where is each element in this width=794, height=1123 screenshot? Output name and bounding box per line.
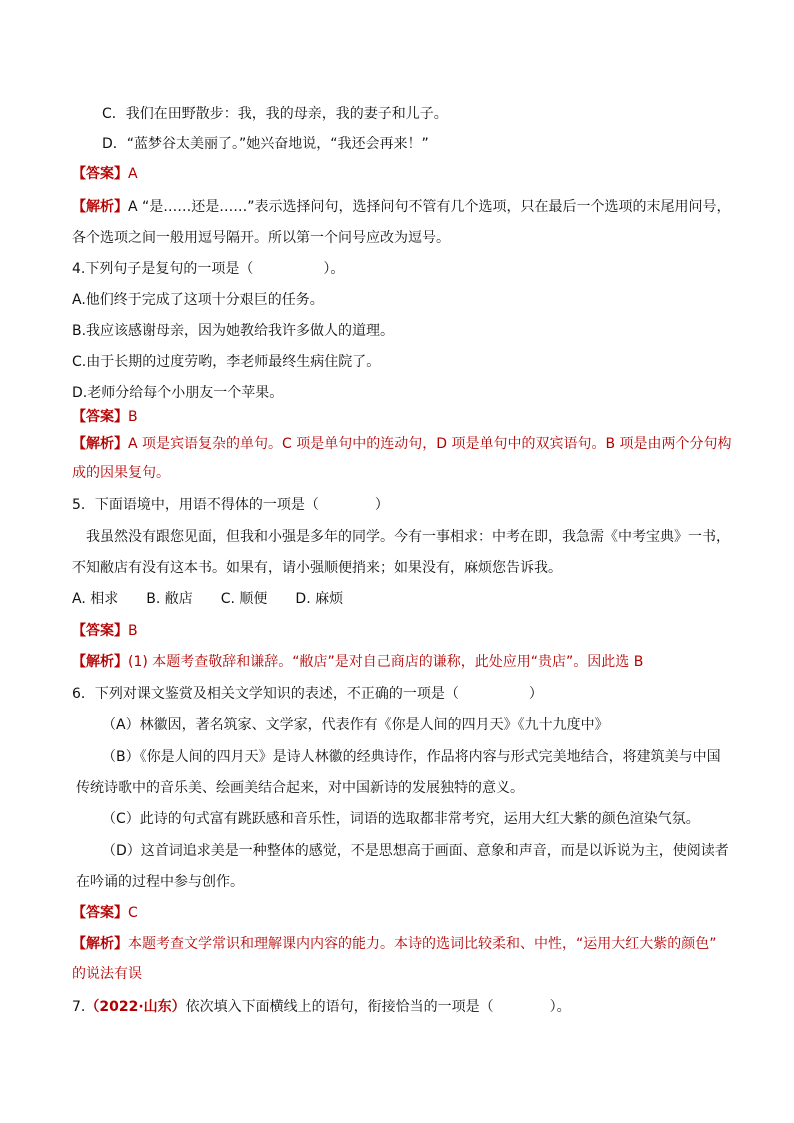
q6-option-d: （D）这首词追求美是一种整体的感觉，不是思想高于画面、意象和声音，而是以诉说为主，使阅读者	[102, 843, 729, 859]
q6-option-b: （B）《你是人间的四月天》是诗人林徽的经典诗作，作品将内容与形式完美地结合，将建筑美与中国	[102, 749, 721, 765]
q6-analysis-cont	[72, 964, 142, 984]
q3-option-c: C．我们在田野散步：我，我的母亲，我的妻子和儿子。	[102, 106, 448, 122]
q4-analysis	[72, 434, 732, 454]
q4-option-d: D.老师分给每个小朋友一个苹果。	[72, 385, 284, 401]
q3-analysis-cont: 各个选项之间一般用逗号隔开。所以第一个问号应改为逗号。	[72, 230, 450, 246]
analysis-text: 本题考查文学常识和理解课内内容的能力。本诗的选词比较柔和、中性，“运用大红大紫的颜色”	[128, 936, 717, 952]
q5-passage-cont: 不知敝店有没有这本书。如果有，请小强顺便捎来；如果没有，麻烦您告诉我。	[72, 560, 562, 576]
q5-passage: 我虽然没有跟您见面，但我和小强是多年的同学。今有一事相求：中考在即，我急需《中考宝典》一书，	[86, 529, 730, 545]
q5-answer	[72, 621, 138, 641]
q4-option-c: C.由于长期的过度劳哟，李老师最终生病住院了。	[72, 354, 381, 370]
q7-source: （2022·山东）	[85, 999, 186, 1015]
q5-options: A. 相求 B. 敝店 C. 顺便 D. 麻烦	[72, 591, 344, 607]
analysis-text: A “是……还是……”表示选择问句，选择问句不管有几个选项，只在最后一个选项的末尾用问号，	[128, 199, 731, 215]
q7-stem	[72, 997, 571, 1017]
q6-answer	[72, 903, 138, 923]
answer-tag: 【答案】	[72, 409, 128, 425]
analysis-tag: 【解析】	[72, 654, 128, 670]
analysis-tag: 【解析】	[72, 936, 128, 952]
q3-answer	[72, 164, 138, 184]
q7-text: 依次填入下面横线上的语句，衔接恰当的一项是（ ）。	[185, 999, 571, 1015]
q7-number: 7.	[72, 999, 86, 1015]
answer-tag: 【答案】	[72, 166, 128, 182]
q6-analysis	[72, 934, 717, 954]
answer-value: A	[128, 166, 138, 182]
analysis-text: (1) 本题考查敬辞和谦辞。“敝店”是对自己商店的谦称，此处应用“贵店”。因此选 B	[128, 654, 644, 670]
q4-analysis-cont	[72, 463, 170, 483]
q4-option-b: B.我应该感谢母亲，因为她教给我许多做人的道理。	[72, 323, 395, 339]
q6-option-b-cont: 传统诗歌中的音乐美、绘画美结合起来，对中国新诗的发展独特的意义。	[76, 780, 524, 796]
analysis-tag: 【解析】	[72, 199, 128, 215]
q4-answer	[72, 407, 138, 427]
answer-value: B	[128, 409, 138, 425]
answer-tag: 【答案】	[72, 623, 128, 639]
analysis-text: 的说法有误	[72, 966, 142, 982]
q3-option-d: D．“蓝梦谷太美丽了。”她兴奋地说，“我还会再来！”	[102, 136, 429, 152]
q6-option-d-cont: 在吟诵的过程中参与创作。	[76, 874, 244, 890]
answer-value: C	[128, 905, 138, 921]
analysis-tag: 【解析】	[72, 436, 128, 452]
answer-value: B	[128, 623, 138, 639]
q3-analysis	[72, 197, 731, 217]
q4-option-a: A.他们终于完成了这项十分艰巨的任务。	[72, 292, 324, 308]
q4-stem: 4.下列句子是复句的一项是（ ）。	[72, 261, 345, 277]
answer-tag: 【答案】	[72, 905, 128, 921]
analysis-text: 成的因果复句。	[72, 465, 170, 481]
q6-stem: 6．下列对课文鉴赏及相关文学知识的表述，不正确的一项是（ ）	[72, 686, 543, 702]
analysis-text: A 项是宾语复杂的单句。C 项是单句中的连动句，D 项是单句中的双宾语句。B 项是由两个分句构	[128, 436, 732, 452]
q6-option-a: （A）林徽因，著名筑家、文学家，代表作有《你是人间的四月天》《九十九度中》	[102, 717, 609, 733]
q5-stem: 5．下面语境中，用语不得体的一项是（ ）	[72, 497, 389, 513]
q5-analysis	[72, 652, 643, 672]
q6-option-c: （C）此诗的句式富有跳跃感和音乐性，词语的选取都非常考究，运用大红大紫的颜色渲染气氛。	[102, 811, 700, 827]
